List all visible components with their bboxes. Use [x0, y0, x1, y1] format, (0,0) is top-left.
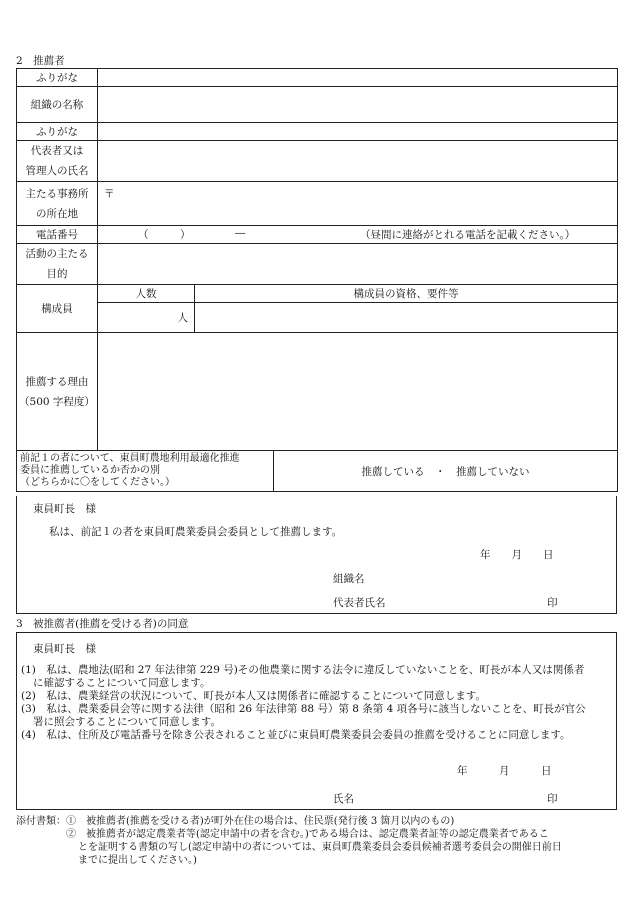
representative-field[interactable]	[98, 141, 618, 182]
consent-item: (2) 私は、農業経営の状況について、町長が本人又は関係者に確認することについて同意します。	[21, 690, 486, 702]
attachments-label: 添付書類：	[16, 816, 66, 827]
postal-mark: 〒	[104, 188, 115, 200]
declaration-statement: 私は、前記１の者を東員町農業委員会委員として推薦します。	[49, 526, 343, 538]
recommender-table	[16, 68, 618, 492]
representative-label: 代表者又は 管理人の氏名	[17, 141, 98, 182]
org-name-field[interactable]	[98, 87, 618, 123]
org-name-label: 組織の名称	[17, 87, 98, 123]
section2-heading: 2 推薦者	[16, 55, 65, 67]
declaration-rep-label: 代表者氏名	[333, 597, 386, 609]
consent-items	[21, 664, 615, 742]
phone-field[interactable]	[98, 226, 618, 244]
furigana-label: ふりがな	[17, 69, 98, 87]
phone-dash: ―	[235, 227, 246, 239]
consent-item: (3) 私は、農業委員会等に関する法律（昭和 26 年法律第 88 号）第 8 条第 4 項各号に該当しないことを、町長が官公 署に照会することについて同意します。	[21, 703, 586, 728]
consent-addressee: 東員町長 様	[33, 643, 96, 655]
members-count-field[interactable]	[98, 303, 195, 333]
attachment-item-2-cont2: までに提出してください。)	[78, 855, 197, 866]
declaration-org-label: 組織名	[333, 573, 365, 585]
furigana-field-2[interactable]	[98, 123, 618, 141]
reason-field[interactable]	[98, 333, 618, 451]
office-label: 主たる事務所 の所在地	[17, 182, 98, 226]
consent-item: (1) 私は、農地法(昭和 27 年法律第 229 号)その他農業に関する法令に違反していないことを、町長が本人又は関係者 に確認することについて同意します。	[21, 664, 585, 689]
consent-seal: 印	[547, 793, 558, 805]
furigana-field[interactable]	[98, 69, 618, 87]
declaration-seal: 印	[547, 597, 558, 609]
members-unit: 人	[177, 312, 188, 324]
declaration-addressee: 東員町長 様	[33, 503, 96, 515]
purpose-field[interactable]	[98, 244, 618, 285]
members-qualification-header: 構成員の資格、要件等	[195, 285, 618, 303]
attachment-item-2-cont: とを証明する書類の写し(認定申請中の者については、東員町農業委員会委員候補者選考委員会の開催日前日	[78, 842, 562, 853]
members-count-header: 人数	[98, 285, 195, 303]
attachment-item-1: ① 被推薦者(推薦を受ける者)が町外在住の場合は、住民票(発行後 3 箇月以内のもの)	[66, 816, 455, 827]
consent-name-label: 氏名	[333, 793, 354, 805]
recommendation-question: 前記１の者について、東員町農地利用最適化推進 委員に推薦しているか否かの別 （どちらかに〇をしてください。）	[17, 451, 274, 492]
consent-date[interactable]: 年 月 日	[457, 765, 552, 777]
consent-item: (4) 私は、住所及び電話番号を除き公表されること並びに東員町農業委員会委員の推薦を受けることに同意します。	[21, 729, 571, 741]
purpose-label: 活動の主たる 目的	[17, 244, 98, 285]
office-field[interactable]	[98, 182, 618, 226]
reason-label: 推薦する理由 （500 字程度）	[17, 333, 98, 451]
furigana-label-2: ふりがな	[17, 123, 98, 141]
phone-note: （昼間に連絡がとれる電話を記載ください。）	[360, 229, 576, 241]
attachments-section	[16, 815, 562, 867]
members-label: 構成員	[17, 285, 98, 333]
recommender-declaration-box	[16, 496, 617, 614]
section3-heading: 3 被推薦者(推薦を受ける者)の同意	[16, 618, 189, 630]
recommendation-answer[interactable]: 推薦している ・ 推薦していない	[274, 451, 618, 492]
attachment-item-2: ② 被推薦者が認定農業者等(認定申請中の者を含む。)である場合は、認定農業者証等の認定農業者であるこ	[66, 829, 549, 840]
phone-area-paren: （ ）	[138, 229, 191, 241]
declaration-date[interactable]: 年 月 日	[480, 549, 554, 561]
consent-box	[16, 632, 617, 810]
phone-label: 電話番号	[17, 226, 98, 244]
members-qualification-field[interactable]	[195, 303, 618, 333]
